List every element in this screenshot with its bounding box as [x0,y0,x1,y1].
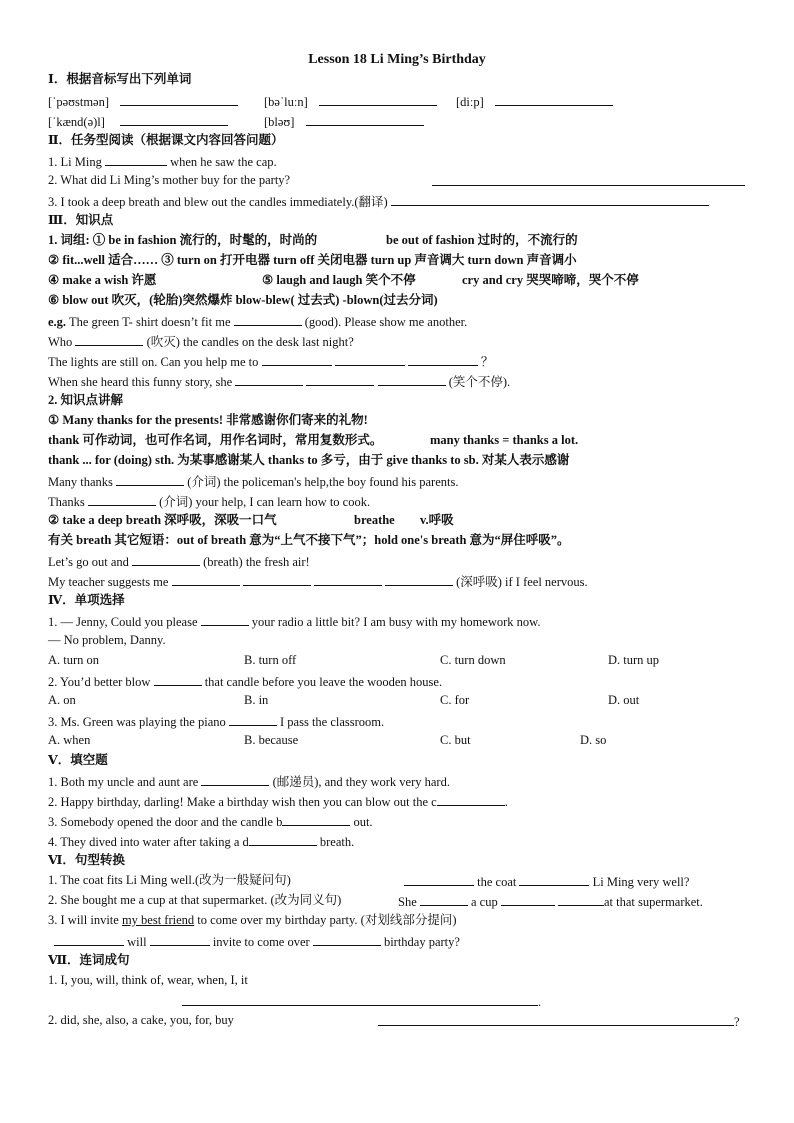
answer-line[interactable] [432,173,745,186]
phonetic-item-5 [264,113,424,130]
order-question-2: 2. did, she, also, a cake, you, for, buy [48,1013,234,1027]
question-text: when he saw the cap. [170,155,277,169]
question-text: 2. Happy birthday, darling! Make a birthday wish then you can blow out the c [48,795,437,809]
transform-question-3 [48,913,457,928]
choice-question-1-reply: — No problem, Danny. [48,633,166,647]
answer-blank[interactable] [420,893,468,906]
fill-question-4 [48,833,354,850]
phonetic-row-1 [48,93,238,110]
option-c[interactable]: C. for [440,693,470,707]
reading-question-2: 2. What did Li Ming’s mother buy for the party? [48,173,291,187]
phonetic-3: [diːp] [456,95,484,109]
section-5-heading: Ⅴ．填空题 [48,753,108,767]
punctuation: ? [734,1015,740,1029]
phrase-line-4: ⑥ blow out 吹灭，(轮胎)突然爆炸 blow-blew( 过去式) -blown(过去分词) [48,293,438,307]
phrase-line-1b: be out of fashion 过时的，不流行的 [386,233,578,247]
example-text: (good). Please show me another. [304,315,468,329]
example-text: Many thanks [48,475,113,489]
example-text: (吹灭) the candles on the desk last night? [146,335,354,349]
explain-line-6c: v.呼吸 [420,513,454,527]
explain-line-3: thank ... for (doing) sth. 为某事感谢某人 thanks to 多亏，由于 give thanks to sb. 对某人表示感谢 [48,453,570,467]
answer-blank[interactable] [243,573,311,586]
order-answer-2 [378,1013,740,1030]
answer-blank[interactable] [234,313,302,326]
answer-blank[interactable] [306,373,374,386]
option-c[interactable]: C. but [440,733,471,747]
section-6-heading: Ⅵ．句型转换 [48,853,125,867]
answer-blank[interactable] [120,113,228,126]
question-text: 4. They dived into water after taking a d [48,835,249,849]
transform-answer-1 [404,873,689,890]
punctuation: . [538,995,542,1009]
example-text: (breath) the fresh air! [203,555,310,569]
question-text: She [398,895,417,909]
section-1-heading: Ⅰ．根据音标写出下列单词 [48,72,192,86]
question-text: 3. Ms. Green was playing the piano [48,715,226,729]
question-text: . [504,795,508,809]
phonetic-5: [bləʊ] [264,115,295,129]
fill-question-2 [48,793,508,810]
explain-line-7: 有关 breath 其它短语：out of breath 意为“上气不接下气”；hold one's breath 意为“屏住呼吸”。 [48,533,570,547]
answer-blank[interactable] [172,573,240,586]
answer-blank[interactable] [335,353,405,366]
answer-blank[interactable] [150,933,210,946]
section-7-heading: Ⅶ．连词成句 [48,953,130,967]
answer-blank[interactable] [404,873,474,886]
phrase-line-3b: ⑤ laugh and laugh 笑个不停 [262,273,416,287]
example-text: (介词) the policeman's help,the boy found his parents. [187,475,459,489]
question-text: I pass the classroom. [280,715,385,729]
question-text: out. [353,815,373,829]
example-text: Who [48,335,73,349]
phonetic-item-3 [456,93,613,110]
phonetic-1: [ˈpəʊstmən] [48,95,110,109]
example-text: Thanks [48,495,85,509]
question-text: 1. Li Ming [48,155,102,169]
answer-blank[interactable] [154,673,202,686]
question-text: the coat [477,875,517,889]
explain-example-2 [48,493,370,510]
example-2 [48,333,354,350]
option-d[interactable]: D. so [580,733,607,747]
option-a[interactable]: A. turn on [48,653,100,667]
explain-line-6: ② take a deep breath 深呼吸，深吸一口气 [48,513,277,527]
example-text: ？ [480,355,494,369]
answer-blank[interactable] [408,353,478,366]
answer-blank[interactable] [262,353,332,366]
answer-blank[interactable] [116,473,184,486]
phonetic-item-2 [264,93,437,110]
answer-blank[interactable] [120,93,238,106]
question-text: invite to come over [212,935,310,949]
question-text: 3. I will invite [48,913,122,927]
choice-question-3 [48,713,384,730]
fill-question-3 [48,813,373,830]
answer-blank[interactable] [88,493,156,506]
question-text: will [127,935,147,949]
answer-blank[interactable] [105,153,167,166]
example-text: When she heard this funny story, she [48,375,233,389]
answer-line[interactable] [182,993,538,1006]
option-c[interactable]: C. turn down [440,653,506,667]
example-text: (深呼吸) if I feel nervous. [456,575,588,589]
answer-blank[interactable] [319,93,437,106]
answer-blank[interactable] [313,933,381,946]
question-text: 1. Both my uncle and aunt are [48,775,199,789]
phrase-line-3c: cry and cry 哭哭啼啼，哭个不停 [462,273,639,287]
answer-blank[interactable] [495,93,613,106]
example-3 [48,353,493,370]
reading-question-3 [48,193,709,210]
phonetic-4: [ˈkænd(ə)l] [48,115,105,129]
answer-blank[interactable] [378,373,446,386]
answer-blank[interactable] [314,573,382,586]
explain-example-1 [48,473,458,490]
choice-question-1 [48,613,541,630]
option-b[interactable]: B. in [244,693,269,707]
section-explain-heading: 2. 知识点讲解 [48,393,124,407]
answer-blank[interactable] [229,713,277,726]
answer-blank[interactable] [437,793,505,806]
example-text: The lights are still on. Can you help me to [48,355,259,369]
transform-answer-3 [54,933,460,950]
answer-blank[interactable] [249,833,317,846]
transform-question-2: 2. She bought me a cup at that supermarket. (改为同义句) [48,893,342,907]
example-text: The green T- shirt doesn’t fit me [68,315,231,329]
answer-blank[interactable] [54,933,124,946]
phonetic-row-2 [48,113,228,130]
question-text: to come over my birthday party. (对划线部分提问) [194,913,457,927]
answer-blank[interactable] [519,873,589,886]
section-2-heading: Ⅱ．任务型阅读（根据课文内容回答问题） [48,133,284,147]
explain-line-1: ① Many thanks for the presents! 非常感谢你们寄来的礼物! [48,413,368,427]
example-text: (笑个不停). [448,375,511,389]
answer-blank[interactable] [75,333,143,346]
question-text: 3. Somebody opened the door and the candle b [48,815,283,829]
question-text: 2. You’d better blow [48,675,151,689]
reading-question-1 [48,153,277,170]
answer-blank[interactable] [282,813,350,826]
question-text: 1. — Jenny, Could you please [48,615,198,629]
question-text: birthday party? [383,935,460,949]
explain-example-3 [48,553,310,570]
example-text: (介词) your help, I can learn how to cook. [159,495,371,509]
example-text: My teacher suggests me [48,575,169,589]
question-text: at that supermarket. [603,895,703,909]
question-text: a cup [471,895,498,909]
question-text: Li Ming very well? [592,875,690,889]
answer-line[interactable] [378,1013,734,1026]
answer-blank[interactable] [132,553,200,566]
answer-blank[interactable] [385,573,453,586]
underlined-phrase: my best friend [121,913,195,927]
option-b[interactable]: B. because [244,733,299,747]
option-b[interactable]: B. turn off [244,653,297,667]
example-text: Let’s go out and [48,555,129,569]
page-title: Lesson 18 Li Ming’s Birthday [308,52,486,67]
question-text: that candle before you leave the wooden house. [204,675,443,689]
question-text: (邮递员), and they work very hard. [272,775,450,789]
explain-example-4 [48,573,588,590]
answer-blank[interactable] [306,113,424,126]
question-text: 3. I took a deep breath and blew out the candles immediately.(翻译) [48,195,388,209]
question-text: breath. [319,835,355,849]
example-1 [48,313,467,330]
option-a[interactable]: A. when [48,733,91,747]
option-a[interactable]: A. on [48,693,76,707]
answer-blank[interactable] [558,893,604,906]
transform-answer-2 [398,893,703,910]
explain-line-2: thank 可作动词，也可作名词，用作名词时，常用复数形式。 [48,433,383,447]
choice-question-2 [48,673,442,690]
phrase-line-2: ② fit...well 适合…… ③ turn on 打开电器 turn off 关闭电器 turn up 声音调大 turn down 声音调小 [48,253,577,267]
explain-line-6b: breathe [354,513,395,527]
fill-question-1 [48,773,450,790]
example-label: e.g. [48,315,67,329]
answer-blank[interactable] [235,373,303,386]
answer-blank[interactable] [201,613,249,626]
answer-line[interactable] [391,193,709,206]
option-d[interactable]: D. turn up [608,653,660,667]
transform-question-1: 1. The coat fits Li Ming well.(改为一般疑问句) [48,873,291,887]
explain-line-2b: many thanks = thanks a lot. [430,433,579,447]
option-d[interactable]: D. out [608,693,640,707]
section-3-heading: Ⅲ．知识点 [48,213,114,227]
order-question-1: 1. I, you, will, think of, wear, when, I, it [48,973,248,987]
order-answer-1 [182,993,541,1010]
example-4 [48,373,510,390]
answer-blank[interactable] [201,773,269,786]
phrase-line-3: ④ make a wish 许愿 [48,273,157,287]
section-4-heading: Ⅳ．单项选择 [48,593,125,607]
question-text: your radio a little bit? I am busy with my homework now. [251,615,541,629]
answer-blank[interactable] [501,893,555,906]
phrase-line-1: 1. 词组: ① be in fashion 流行的，时髦的，时尚的 [48,233,318,247]
phonetic-2: [bəˈluːn] [264,95,308,109]
